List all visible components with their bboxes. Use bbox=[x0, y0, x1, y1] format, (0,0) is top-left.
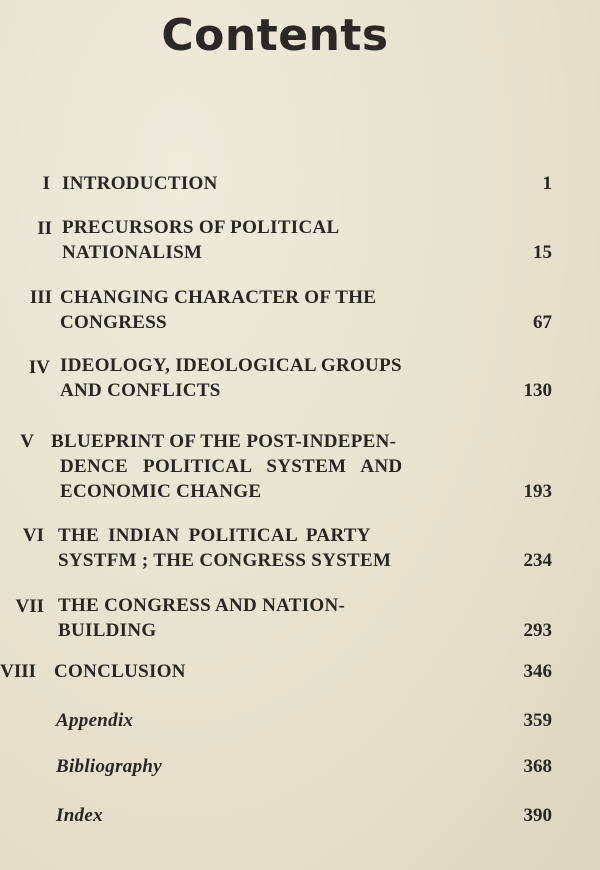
chapter-title-line: DENCE POLITICAL SYSTEM AND bbox=[60, 456, 403, 477]
chapter-number: IV bbox=[28, 357, 50, 378]
chapter-title-line: BUILDING bbox=[58, 620, 157, 641]
appendix-page: 359 bbox=[523, 710, 552, 731]
chapter-title-line: SYSTFM ; THE CONGRESS SYSTEM bbox=[58, 550, 392, 571]
index-label: Index bbox=[56, 805, 103, 826]
chapter-title-line: INTRODUCTION bbox=[62, 173, 218, 194]
chapter-title-line: IDEOLOGY, IDEOLOGICAL GROUPS bbox=[60, 355, 402, 376]
chapter-number: V bbox=[20, 431, 34, 452]
chapter-title-line: CHANGING CHARACTER OF THE bbox=[60, 287, 377, 308]
chapter-page: 130 bbox=[523, 380, 552, 401]
chapter-title-line: THE CONGRESS AND NATION- bbox=[58, 595, 346, 616]
chapter-page: 193 bbox=[523, 481, 552, 502]
page-title: Contents bbox=[161, 10, 389, 61]
bibliography-page: 368 bbox=[523, 756, 552, 777]
chapter-title-line: AND CONFLICTS bbox=[60, 380, 221, 401]
chapter-title-line: THE INDIAN POLITICAL PARTY bbox=[58, 525, 371, 546]
chapter-number: VII bbox=[15, 596, 44, 617]
chapter-page: 293 bbox=[523, 620, 552, 641]
chapter-number: VI bbox=[22, 525, 44, 546]
chapter-title-line: CONCLUSION bbox=[54, 661, 186, 682]
chapter-number: III bbox=[29, 287, 52, 308]
chapter-number: I bbox=[42, 173, 50, 194]
chapter-title-line: CONGRESS bbox=[60, 312, 167, 333]
chapter-page: 1 bbox=[542, 173, 552, 194]
chapter-page: 234 bbox=[523, 550, 552, 571]
chapter-title-line: ECONOMIC CHANGE bbox=[60, 481, 262, 502]
index-page: 390 bbox=[523, 805, 552, 826]
chapter-title-line: BLUEPRINT OF THE POST-INDEPEN- bbox=[51, 431, 397, 452]
appendix-label: Appendix bbox=[56, 710, 134, 731]
bibliography-label: Bibliography bbox=[56, 756, 163, 777]
chapter-number: VIII bbox=[0, 661, 36, 682]
chapter-title-line: NATIONALISM bbox=[62, 242, 203, 263]
chapter-page: 67 bbox=[533, 312, 552, 333]
chapter-number: II bbox=[37, 218, 52, 239]
chapter-page: 346 bbox=[523, 661, 552, 682]
chapter-title-line: PRECURSORS OF POLITICAL bbox=[62, 217, 340, 238]
chapter-page: 15 bbox=[533, 242, 552, 263]
